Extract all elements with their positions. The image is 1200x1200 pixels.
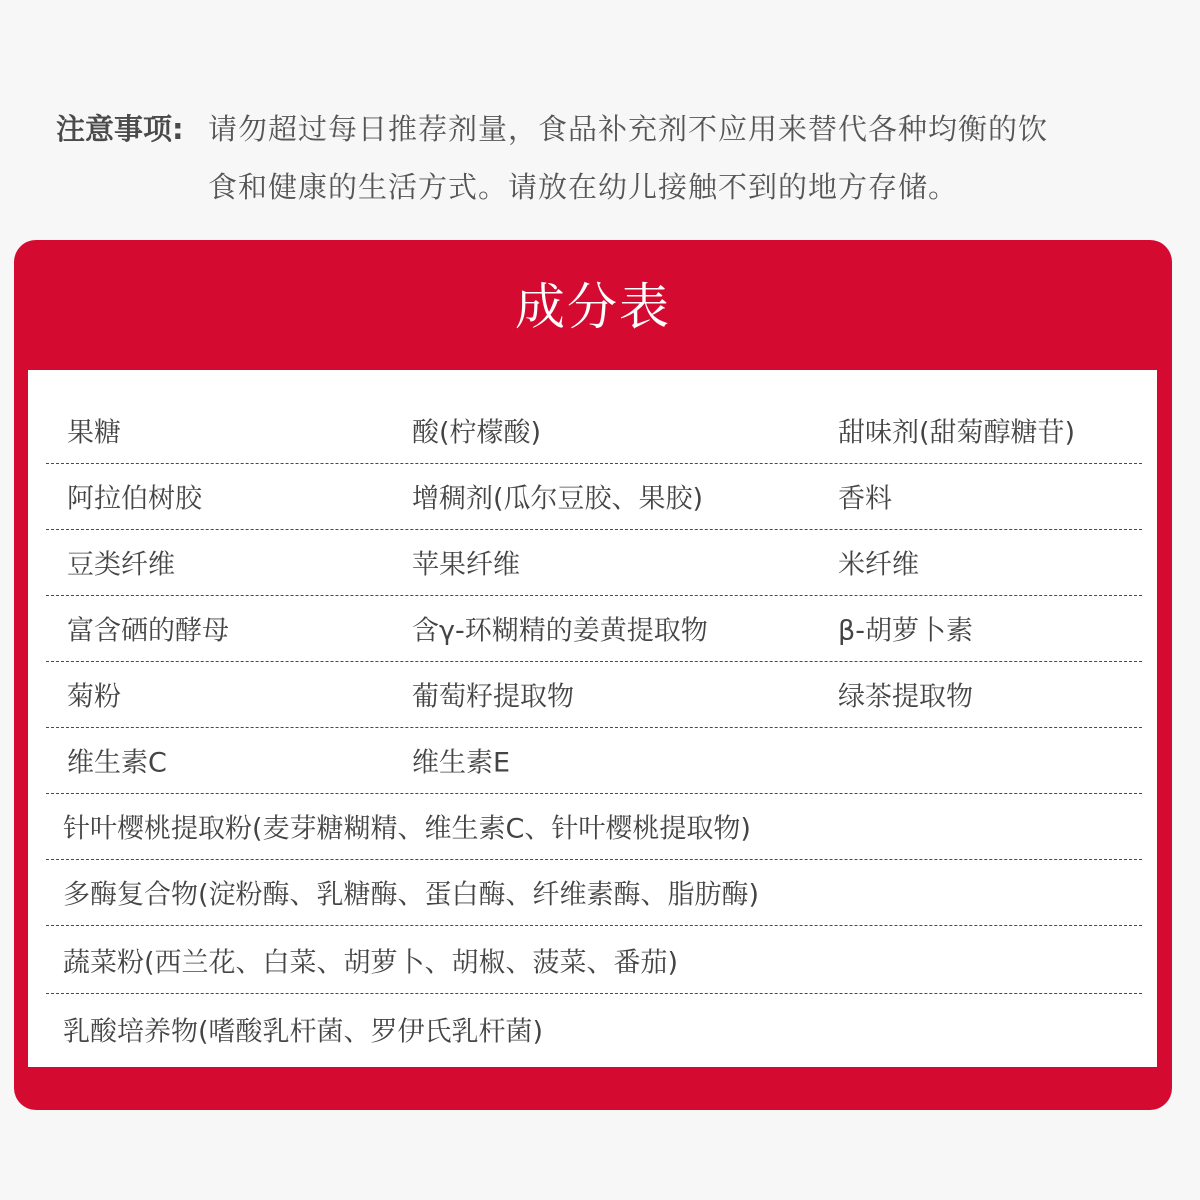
ingredient-cell-wide: 针叶樱桃提取粉(麦芽糖糊精、维生素C、针叶樱桃提取物)	[63, 813, 751, 845]
ingredient-cell-wide: 蔬菜粉(西兰花、白菜、胡萝卜、胡椒、菠菜、番茄)	[63, 947, 679, 979]
ingredient-cell: 米纤维	[838, 549, 919, 581]
table-row	[46, 463, 1142, 530]
ingredient-cell: 苹果纤维	[412, 549, 520, 581]
notice-row-1	[56, 100, 1146, 158]
ingredients-table	[28, 370, 1157, 1067]
ingredient-cell: 维生素C	[67, 747, 167, 779]
table-row	[46, 859, 1142, 926]
ingredient-cell: 绿茶提取物	[838, 681, 973, 713]
table-row	[46, 996, 1142, 1062]
notice-label-spacer	[56, 158, 208, 216]
ingredient-cell: 富含硒的酵母	[67, 615, 229, 647]
card-title: 成分表	[515, 278, 671, 336]
ingredient-cell: 甜味剂(甜菊醇糖苷)	[838, 417, 1076, 449]
notice-label: 注意事项:	[56, 112, 184, 146]
ingredient-cell: 豆类纤维	[67, 549, 175, 581]
ingredient-cell: 含γ-环糊精的姜黄提取物	[412, 615, 708, 647]
table-row	[46, 397, 1142, 464]
ingredient-cell: 葡萄籽提取物	[412, 681, 574, 713]
table-row	[46, 661, 1142, 728]
ingredient-cell: 菊粉	[67, 681, 121, 713]
ingredient-cell: 阿拉伯树胶	[67, 483, 202, 515]
ingredient-cell: β-胡萝卜素	[838, 615, 973, 647]
ingredient-cell: 香料	[838, 483, 892, 515]
ingredient-cell: 酸(柠檬酸)	[412, 417, 542, 449]
table-row	[46, 727, 1142, 794]
ingredient-cell-wide: 乳酸培养物(嗜酸乳杆菌、罗伊氏乳杆菌)	[63, 1016, 544, 1048]
ingredient-cell: 维生素E	[412, 747, 511, 779]
notice-text-line-2: 食和健康的生活方式。请放在幼儿接触不到的地方存储。	[208, 170, 959, 204]
notice-row-2	[56, 158, 1146, 216]
notice-text-line-1: 请勿超过每日推荐剂量，食品补充剂不应用来替代各种均衡的饮	[208, 112, 1049, 146]
notice-block	[56, 100, 1146, 216]
ingredient-cell: 果糖	[67, 417, 121, 449]
ingredient-cell-wide: 多酶复合物(淀粉酶、乳糖酶、蛋白酶、纤维素酶、脂肪酶)	[63, 879, 760, 911]
table-row	[46, 529, 1142, 596]
table-row	[46, 595, 1142, 662]
ingredient-cell: 增稠剂(瓜尔豆胶、果胶)	[412, 483, 704, 515]
table-row	[46, 793, 1142, 860]
table-row	[46, 927, 1142, 994]
